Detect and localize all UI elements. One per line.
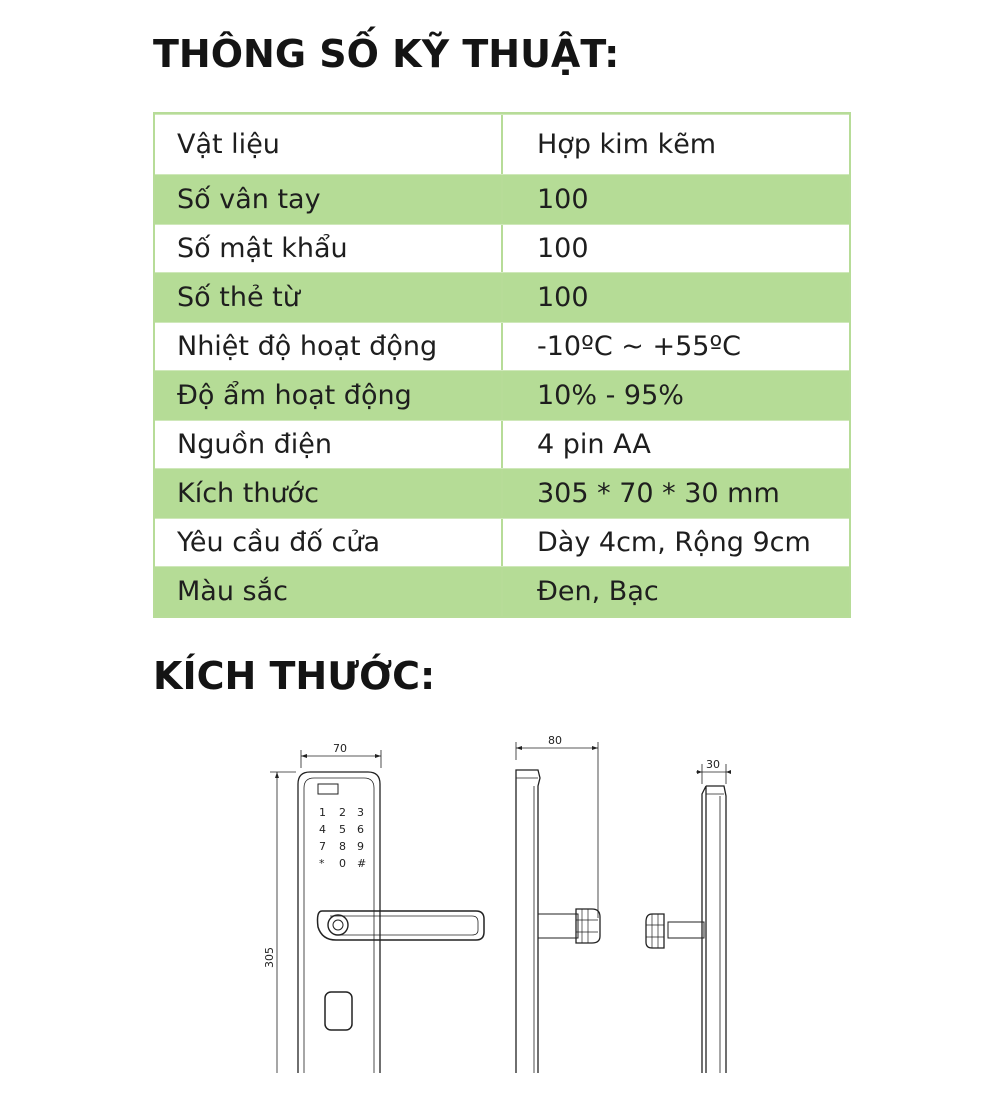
spec-label: Nhiệt độ hoạt động [155,323,503,370]
dimension-drawing [240,728,780,1098]
spec-value: 305 * 70 * 30 mm [537,478,780,509]
spec-value: Dày 4cm, Rộng 9cm [537,527,811,558]
keypad [319,806,366,870]
keypad-key: 2 [339,806,346,819]
spec-label: Vật liệu [155,115,503,174]
table-row [155,371,849,420]
spec-label: Kích thước [155,469,503,518]
spec-label: Số thẻ từ [155,273,503,322]
table-row [155,175,849,224]
keypad-key: 7 [319,840,326,853]
keypad-key: 8 [339,840,346,853]
height-dimension-label: 305 [263,947,276,968]
spec-value: 10% - 95% [537,380,684,411]
table-row [155,322,849,371]
table-row [155,469,849,518]
keypad-key: 9 [357,840,364,853]
table-row [155,518,849,567]
spec-value: Hợp kim kẽm [537,129,717,160]
keypad-key: 4 [319,823,326,836]
side-view [516,742,600,1073]
keypad-key: # [357,857,367,870]
table-row [155,567,849,616]
table-row [155,420,849,469]
spec-value: 100 [537,233,589,264]
keypad-key: 3 [357,806,364,819]
thickness-dimension-label: 30 [706,758,720,771]
spec-value: 100 [537,282,589,313]
keypad-key: 5 [339,823,346,836]
table-row [155,114,849,175]
dimensions-title: KÍCH THƯỚC: [153,654,436,698]
keypad-key: * [319,857,325,870]
spec-label: Độ ẩm hoạt động [155,371,503,420]
lock-dimension-svg [240,728,780,1098]
keypad-key: 0 [339,857,346,870]
spec-label: Số mật khẩu [155,225,503,272]
front-view [270,750,484,1073]
spec-label: Màu sắc [155,567,503,616]
spec-value: 100 [537,184,589,215]
table-row [155,224,849,273]
spec-label: Yêu cầu đố cửa [155,519,503,566]
spec-table [153,112,851,618]
spec-value: Đen, Bạc [537,576,659,607]
spec-label: Số vân tay [155,175,503,224]
specs-title: THÔNG SỐ KỸ THUẬT: [153,32,620,76]
table-row [155,273,849,322]
spec-value: -10ºC ~ +55ºC [537,331,742,362]
depth-dimension-label: 80 [548,734,562,747]
keypad-key: 6 [357,823,364,836]
keypad-key: 1 [319,806,326,819]
width-dimension-label: 70 [333,742,347,755]
back-view [646,764,731,1073]
spec-value: 4 pin AA [537,429,651,460]
spec-label: Nguồn điện [155,421,503,468]
